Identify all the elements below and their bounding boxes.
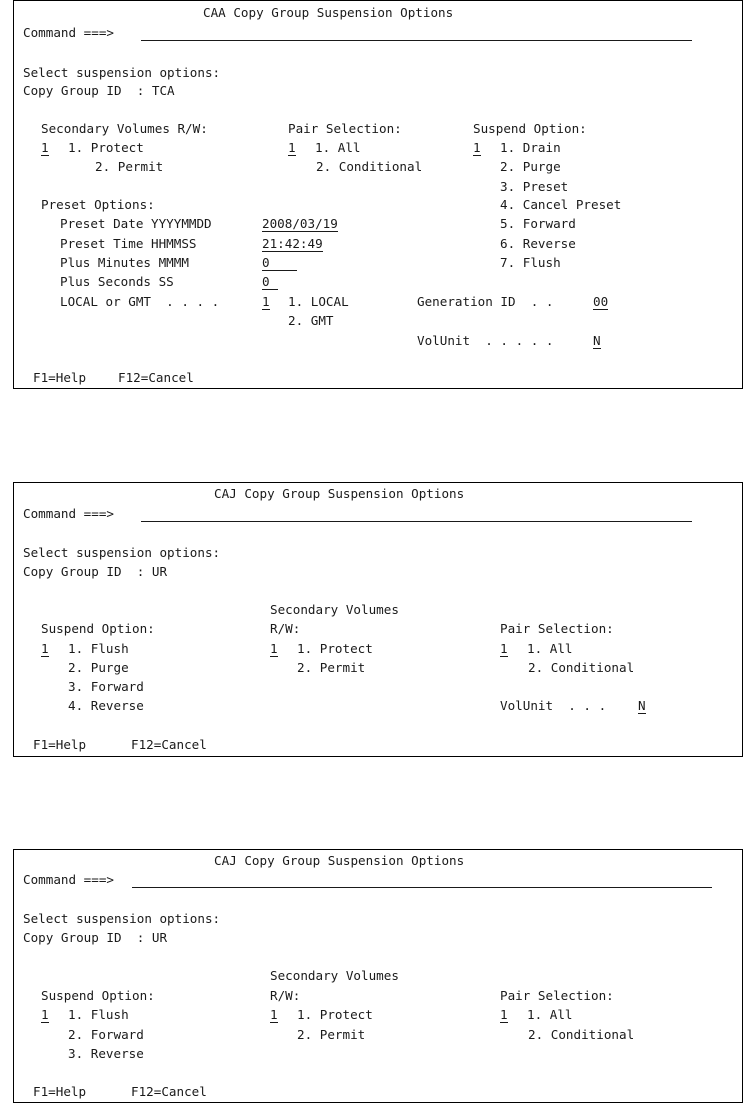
suspend-option-item: 5. Forward: [500, 216, 576, 231]
pair-selection-header: Pair Selection:: [500, 988, 614, 1003]
f1-help-key[interactable]: F1=Help: [33, 1084, 87, 1099]
local-gmt-input[interactable]: 1: [262, 294, 270, 309]
secondary-volumes-header: Secondary Volumes: [270, 968, 399, 983]
pair-option-all: 1. All: [315, 140, 361, 155]
sec-vol-option-permit: 2. Permit: [95, 159, 164, 174]
copy-group-id: Copy Group ID : TCA: [23, 83, 175, 98]
pair-option-conditional: 2. Conditional: [528, 1027, 635, 1042]
panel-title: CAJ Copy Group Suspension Options: [214, 486, 465, 501]
command-label: Command ===>: [23, 25, 114, 40]
suspend-option-header: Suspend Option:: [473, 121, 587, 136]
suspend-option-item: 3. Reverse: [68, 1046, 144, 1061]
f1-help-key[interactable]: F1=Help: [33, 737, 87, 752]
select-options-label: Select suspension options:: [23, 545, 221, 560]
f1-help-key[interactable]: F1=Help: [33, 370, 87, 385]
preset-options-header: Preset Options:: [41, 197, 155, 212]
select-options-label: Select suspension options:: [23, 65, 221, 80]
local-option: 1. LOCAL: [288, 294, 349, 309]
secondary-volumes-header: Secondary Volumes R/W:: [41, 121, 208, 136]
suspend-option-item: 1. Drain: [500, 140, 561, 155]
local-gmt-label: LOCAL or GMT . . . .: [60, 294, 220, 309]
suspend-option-header: Suspend Option:: [41, 988, 155, 1003]
sec-vol-option-permit: 2. Permit: [297, 660, 366, 675]
sec-vol-option-protect: 1. Protect: [297, 1007, 373, 1022]
pair-option-all: 1. All: [527, 641, 573, 656]
command-input[interactable]: [132, 887, 712, 888]
secondary-volumes-input[interactable]: 1: [270, 1007, 278, 1022]
copy-group-id: Copy Group ID : UR: [23, 930, 168, 945]
secondary-volumes-rw: R/W:: [270, 621, 301, 636]
suspend-option-input[interactable]: 1: [41, 641, 49, 656]
preset-time-label: Preset Time HHMMSS: [60, 236, 197, 251]
suspend-option-item: 7. Flush: [500, 255, 561, 270]
preset-date-input[interactable]: 2008/03/19: [262, 216, 338, 231]
suspend-option-header: Suspend Option:: [41, 621, 155, 636]
volunit-input[interactable]: N: [638, 698, 646, 713]
f12-cancel-key[interactable]: F12=Cancel: [118, 370, 194, 385]
sec-vol-option-protect: 1. Protect: [297, 641, 373, 656]
panel-title: CAJ Copy Group Suspension Options: [214, 853, 465, 868]
sec-vol-option-permit: 2. Permit: [297, 1027, 366, 1042]
suspend-option-item: 3. Preset: [500, 179, 569, 194]
pair-option-all: 1. All: [527, 1007, 573, 1022]
pair-selection-input[interactable]: 1: [500, 641, 508, 656]
suspend-option-item: 2. Purge: [500, 159, 561, 174]
command-label: Command ===>: [23, 506, 114, 521]
plus-minutes-input[interactable]: 0: [262, 255, 297, 271]
preset-time-input[interactable]: 21:42:49: [262, 236, 323, 251]
generation-id-input[interactable]: 00: [593, 294, 609, 309]
sec-vol-option-protect: 1. Protect: [68, 140, 144, 155]
f12-cancel-key[interactable]: F12=Cancel: [131, 737, 207, 752]
pair-selection-header: Pair Selection:: [288, 121, 402, 136]
panel-caj-suspension-2: [13, 849, 743, 1103]
command-label: Command ===>: [23, 872, 114, 887]
select-options-label: Select suspension options:: [23, 911, 221, 926]
pair-selection-input[interactable]: 1: [500, 1007, 508, 1022]
suspend-option-item: 4. Cancel Preset: [500, 197, 622, 212]
suspend-option-input[interactable]: 1: [473, 140, 481, 155]
panel-title: CAA Copy Group Suspension Options: [203, 5, 454, 20]
plus-seconds-label: Plus Seconds SS: [60, 274, 174, 289]
panel-caj-suspension-1: [13, 482, 743, 757]
panel-caa-suspension: [13, 0, 743, 389]
suspend-option-item: 6. Reverse: [500, 236, 576, 251]
secondary-volumes-input[interactable]: 1: [41, 140, 49, 155]
secondary-volumes-input[interactable]: 1: [270, 641, 278, 656]
gmt-option: 2. GMT: [288, 313, 334, 328]
plus-minutes-label: Plus Minutes MMMM: [60, 255, 189, 270]
secondary-volumes-rw: R/W:: [270, 988, 301, 1003]
secondary-volumes-header: Secondary Volumes: [270, 602, 399, 617]
suspend-option-item: 2. Purge: [68, 660, 129, 675]
suspend-option-input[interactable]: 1: [41, 1007, 49, 1022]
pair-option-conditional: 2. Conditional: [316, 159, 423, 174]
preset-date-label: Preset Date YYYYMMDD: [60, 216, 212, 231]
command-input[interactable]: [141, 40, 692, 41]
volunit-label: VolUnit . . . . .: [417, 333, 554, 348]
command-input[interactable]: [141, 521, 692, 522]
suspend-option-item: 2. Forward: [68, 1027, 144, 1042]
pair-selection-header: Pair Selection:: [500, 621, 614, 636]
generation-id-label: Generation ID . .: [417, 294, 554, 309]
suspend-option-item: 1. Flush: [68, 641, 129, 656]
suspend-option-item: 4. Reverse: [68, 698, 144, 713]
copy-group-id: Copy Group ID : UR: [23, 564, 168, 579]
pair-selection-input[interactable]: 1: [288, 140, 296, 155]
suspend-option-item: 3. Forward: [68, 679, 144, 694]
pair-option-conditional: 2. Conditional: [528, 660, 635, 675]
volunit-label: VolUnit . . .: [500, 698, 607, 713]
volunit-input[interactable]: N: [593, 333, 601, 348]
suspend-option-item: 1. Flush: [68, 1007, 129, 1022]
f12-cancel-key[interactable]: F12=Cancel: [131, 1084, 207, 1099]
plus-seconds-input[interactable]: 0: [262, 274, 278, 290]
